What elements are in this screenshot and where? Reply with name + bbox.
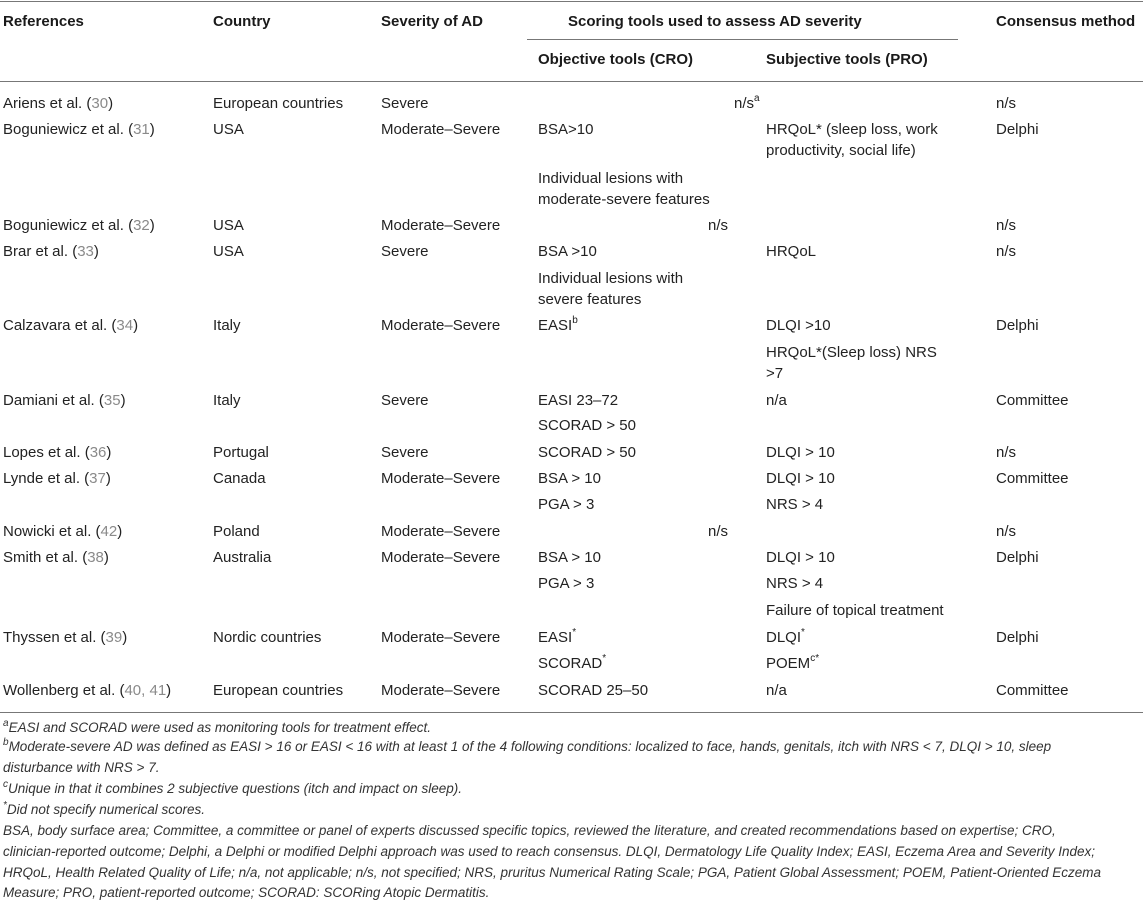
severity-cell: Moderate–Severe: [381, 317, 501, 334]
objective-tool-cell: BSA >10: [538, 243, 597, 260]
footnote-marker: a: [754, 93, 760, 104]
severity-cell: Moderate–Severe: [381, 121, 501, 138]
severity-cell: Severe: [381, 95, 429, 112]
header-bottom-rule: [0, 81, 1143, 82]
subjective-tool-cell: DLQI > 10: [766, 444, 835, 461]
footnote-marker: c*: [810, 653, 820, 664]
consensus-cell: Delphi: [996, 629, 1039, 646]
objective-tool-cell: EASI*: [538, 627, 577, 646]
abbreviations-line: BSA, body surface area; Committee, a committee or panel of experts discussed specific topics, reviewed the literature, and created recommendations based on expertise; CRO,: [3, 823, 1056, 838]
table-bottom-rule: [0, 712, 1143, 713]
country-cell: Poland: [213, 523, 260, 540]
reference-cell: Wollenberg et al. (40, 41): [3, 682, 172, 699]
subjective-tool-cell: HRQoL*(Sleep loss) NRS: [766, 344, 937, 361]
header-severity: Severity of AD: [381, 13, 483, 30]
severity-cell: Moderate–Severe: [381, 629, 501, 646]
objective-tool-cell: Individual lesions with: [538, 270, 684, 287]
objective-tool-cell: PGA > 3: [538, 575, 595, 592]
citation-link[interactable]: 30: [91, 95, 109, 112]
consensus-cell: Delphi: [996, 121, 1039, 138]
footnote-c: $^c$Unique in that it combines 2 subjective questions (itch and impact on sleep).: [3, 778, 462, 796]
header-consensus: Consensus method: [996, 13, 1136, 30]
citation-link[interactable]: 36: [89, 444, 107, 461]
footnote-b: $^b$Moderate-severe AD was defined as EASI > 16 or EASI < 16 with at least 1 of the 4 following conditions: localized to face, hands, genitals, itch with NRS < 7, DLQI > 10, sleep: [3, 736, 1052, 754]
subjective-tool-cell: n/a: [766, 682, 787, 699]
country-cell: USA: [213, 121, 244, 138]
scoring-group-rule: [527, 39, 958, 40]
header-country: Country: [213, 13, 271, 30]
citation-link[interactable]: 39: [105, 629, 123, 646]
citation-link[interactable]: 37: [89, 470, 106, 487]
reference-cell: Boguniewicz et al. (32): [3, 217, 155, 234]
footnote-b-continued: disturbance with NRS > 7.: [3, 760, 160, 775]
subjective-tool-cell: DLQI > 10: [766, 470, 835, 487]
subjective-tool-cell: NRS > 4: [766, 496, 824, 513]
consensus-cell: n/s: [996, 444, 1017, 461]
footnote-star: *Did not specify numerical scores.: [3, 799, 205, 817]
reference-cell: Brar et al. (33): [3, 243, 99, 260]
objective-tool-cell: SCORAD > 50: [538, 417, 636, 434]
severity-cell: Moderate–Severe: [381, 523, 501, 540]
scoring-tools-spanning-cell: n/s: [708, 523, 729, 540]
citation-link[interactable]: 40, 41: [124, 682, 167, 699]
reference-cell: Ariens et al. (30): [3, 95, 114, 112]
severity-cell: Moderate–Severe: [381, 470, 501, 487]
consensus-cell: Committee: [996, 392, 1069, 409]
severity-cell: Severe: [381, 444, 429, 461]
reference-cell: Lynde et al. (37): [3, 470, 111, 487]
table-top-rule: [0, 1, 1143, 2]
country-cell: Canada: [213, 470, 266, 487]
reference-cell: Nowicki et al. (42): [3, 523, 123, 540]
country-cell: Nordic countries: [213, 629, 322, 646]
consensus-cell: n/s: [996, 523, 1017, 540]
objective-tool-cell: SCORAD > 50: [538, 444, 636, 461]
header-scoring-tools: Scoring tools used to assess AD severity: [568, 13, 862, 30]
country-cell: European countries: [213, 95, 344, 112]
subjective-tool-cell: NRS > 4: [766, 575, 824, 592]
objective-tool-cell: Individual lesions with: [538, 170, 684, 187]
country-cell: Portugal: [213, 444, 269, 461]
objective-tool-cell: BSA > 10: [538, 470, 601, 487]
consensus-cell: n/s: [996, 243, 1017, 260]
footnote-marker: *: [801, 627, 805, 638]
abbreviations-line: Measure; PRO, patient-reported outcome; SCORAD: SCORing Atopic Dermatitis.: [3, 885, 490, 900]
citation-link[interactable]: 38: [87, 549, 104, 566]
subjective-tool-cell: HRQoL: [766, 243, 817, 260]
scoring-tools-spanning-cell: n/s: [708, 217, 729, 234]
citation-link[interactable]: 35: [103, 392, 121, 409]
reference-cell: Calzavara et al. (34): [3, 317, 139, 334]
consensus-cell: Committee: [996, 682, 1069, 699]
subjective-tool-cell: >7: [766, 365, 784, 382]
objective-tool-cell: BSA > 10: [538, 549, 601, 566]
citation-link[interactable]: 33: [77, 243, 94, 260]
country-cell: Italy: [213, 317, 241, 334]
subjective-tool-cell: HRQoL* (sleep loss, work: [766, 121, 938, 138]
citation-link[interactable]: 31: [133, 121, 150, 138]
objective-tool-cell: moderate-severe features: [538, 191, 710, 208]
country-cell: USA: [213, 243, 244, 260]
subjective-tool-cell: DLQI*: [766, 627, 805, 646]
country-cell: Italy: [213, 392, 241, 409]
country-cell: Australia: [213, 549, 272, 566]
objective-tool-cell: EASI$^b$: [538, 315, 578, 334]
abbreviations-line: clinician-reported outcome; Delphi, a Delphi or modified Delphi approach was used to reach consensus. DLQI, Dermatology Life Quality Index; EASI, Eczema Area and Severity Index;: [3, 844, 1096, 859]
subjective-tool-cell: productivity, social life): [766, 142, 916, 159]
subjective-tool-cell: DLQI >10: [766, 317, 831, 334]
subjective-tool-cell: n/a: [766, 392, 787, 409]
subjective-tool-cell: Failure of topical treatment: [766, 602, 944, 619]
citation-link[interactable]: 42: [100, 523, 118, 540]
abbreviations-line: HRQoL, Health Related Quality of Life; n/a, not applicable; n/s, not specified; NRS, pruritus Numerical Rating Scale; PGA, Patient Global Assessment; POEM, Patient-Oriented Eczema: [3, 865, 1102, 880]
severity-cell: Moderate–Severe: [381, 217, 501, 234]
consensus-cell: Committee: [996, 470, 1069, 487]
country-cell: USA: [213, 217, 244, 234]
reference-cell: Lopes et al. (36): [3, 444, 112, 461]
footnote-marker: *: [602, 653, 607, 664]
citation-link[interactable]: 34: [116, 317, 134, 334]
header-references: References: [3, 13, 84, 30]
severity-cell: Severe: [381, 243, 429, 260]
objective-tool-cell: severe features: [538, 291, 642, 308]
reference-cell: Thyssen et al. (39): [3, 629, 128, 646]
reference-cell: Damiani et al. (35): [3, 392, 126, 409]
subjective-tool-cell: DLQI > 10: [766, 549, 835, 566]
footnote-marker: *: [572, 627, 577, 638]
reference-cell: Boguniewicz et al. (31): [3, 121, 155, 138]
consensus-cell: Delphi: [996, 317, 1039, 334]
header-subjective-tools: Subjective tools (PRO): [766, 51, 928, 68]
consensus-cell: n/s: [996, 95, 1017, 112]
country-cell: European countries: [213, 682, 344, 699]
reference-cell: Smith et al. (38): [3, 549, 109, 566]
header-objective-tools: Objective tools (CRO): [538, 51, 694, 68]
objective-tool-cell: EASI 23–72: [538, 392, 619, 409]
severity-cell: Moderate–Severe: [381, 549, 501, 566]
severity-cell: Severe: [381, 392, 429, 409]
objective-tool-cell: SCORAD 25–50: [538, 682, 649, 699]
subjective-tool-cell: $POEM^{c*}$: [766, 653, 820, 672]
scoring-tools-spanning-cell: $n/s^a$: [734, 93, 760, 112]
objective-tool-cell: BSA>10: [538, 121, 594, 138]
severity-cell: Moderate–Severe: [381, 682, 501, 699]
footnote-marker: b: [572, 315, 578, 326]
objective-tool-cell: SCORAD*: [538, 653, 607, 672]
footnote-a: $^a$EASI and SCORAD were used as monitoring tools for treatment effect.: [3, 717, 432, 735]
citation-link[interactable]: 32: [133, 217, 150, 234]
objective-tool-cell: PGA > 3: [538, 496, 595, 513]
consensus-cell: Delphi: [996, 549, 1039, 566]
consensus-cell: n/s: [996, 217, 1017, 234]
